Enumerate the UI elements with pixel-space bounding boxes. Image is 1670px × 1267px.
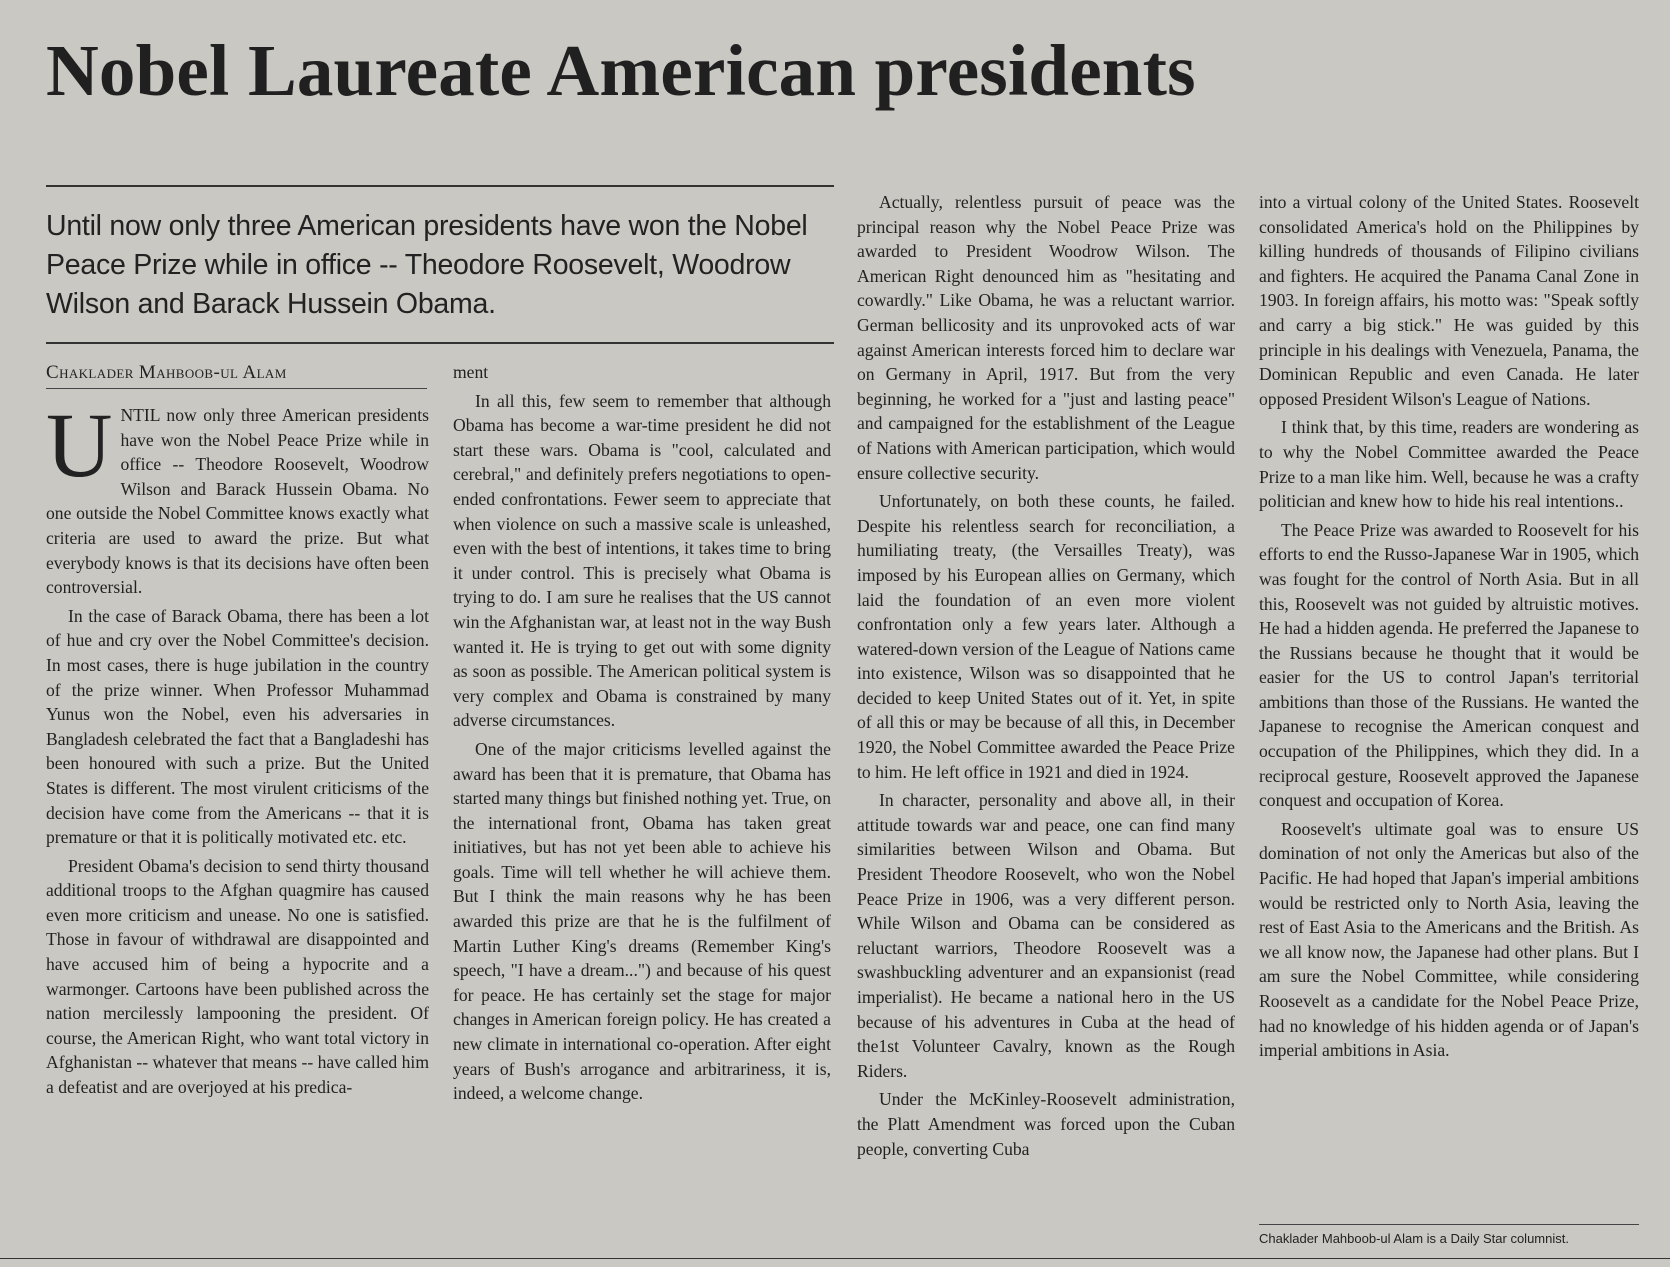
byline: Chaklader Mahboob-ul Alam xyxy=(46,362,427,389)
bottom-rule xyxy=(0,1258,1670,1259)
column-3 xyxy=(857,190,1235,1161)
column-1 xyxy=(46,394,429,1100)
headline: Nobel Laureate American presidents xyxy=(46,30,1196,111)
paragraph: In the case of Barack Obama, there has been a lot of hue and cry over the Nobel Committee's decision. In most cases, there is huge jubilation in the country of the prize winner. When Professor Muhammad Yunus won the Nobel, even his adversaries in Bangladesh celebrated the fact that a Bangladeshi has been honoured with such a prize. But the United States is different. The most virulent criticisms of the decision have come from the Americans -- that it is premature or that it is politically motivated etc. etc. xyxy=(46,605,429,848)
paragraph: Under the McKinley-Roosevelt administration, the Platt Amendment was forced upon the Cuban people, converting Cuba xyxy=(857,1089,1235,1159)
column-4 xyxy=(1259,190,1639,1063)
paragraph: UNTIL now only three American presidents have won the Nobel Peace Prize while in office -- Theodore Roosevelt, Woodrow Wilson and Barack Hussein Obama. No one outside the Nobel Committee knows exactly what criteria are used to award the prize. But what everybody knows is that its decisions have often been controversial. xyxy=(46,394,429,598)
deck: Until now only three American presidents have won the Nobel Peace Prize while in office -- Theodore Roosevelt, Woodrow Wilson and Barack Hussein Obama. xyxy=(46,210,808,320)
paragraph: President Obama's decision to send thirty thousand additional troops to the Afghan quagmire has caused even more criticism and unease. No one is satisfied. Those in favour of withdrawal are disappointed and have accused him of being a hypocrite and a warmonger. Cartoons have been published across the nation mercilessly lampooning the president. Of course, the American Right, who want total victory in Afghanistan -- whatever that means -- have called him a defeatist and are overjoyed at his predica- xyxy=(46,855,429,1098)
paragraph: Roosevelt's ultimate goal was to ensure US domination of not only the Americas but also of the Pacific. He had hoped that Japan's imperial ambitions would be restricted only to North Asia, leaving the rest of East Asia to the Americans and the British. As we all know now, the Japanese had other plans. But I am sure the Nobel Committee, while considering Roosevelt as a candidate for the Nobel Peace Prize, had no knowledge of his hidden agenda or of Japan's imperial ambitions in Asia. xyxy=(1259,818,1639,1061)
paragraph: One of the major criticisms levelled against the award has been that it is premature, that Obama has started many things but finished nothing yet. True, on the international front, Obama has taken great initiatives, but has not yet been able to achieve his goals. Time will tell whether he will achieve them. But I think the main reasons why he has been awarded this prize are that he is the fulfilment of Martin Luther King's dreams (Remember King's speech, "I have a dream...") and because of his quest for peace. He has certainly set the stage for major changes in American foreign policy. He has created a new climate in international co-operation. After eight years of Bush's arrogance and arbitrariness, it is, indeed, a welcome change. xyxy=(453,738,831,1104)
paragraph: In character, personality and above all, in their attitude towards war and peace, one can find many similarities between Wilson and Obama. But President Theodore Roosevelt, who won the Nobel Peace Prize in 1906, was a very different person. While Wilson and Obama can be considered as reluctant warriors, Theodore Roosevelt was a swashbuckling adventurer and an expansionist (read imperialist). He became a national hero in the US because of his adventures in Cuba at the head of the1st Volunteer Cavalry, known as the Rough Riders. xyxy=(857,790,1235,1081)
column-2 xyxy=(453,360,831,1106)
paragraph: into a virtual colony of the United States. Roosevelt consolidated America's hold on the Philippines by killing hundreds of thousands of Filipino civilians and fighters. He acquired the Panama Canal Zone in 1903. In foreign affairs, his motto was: "Speak softly and carry a big stick." He was guided by this principle in his dealings with Venezuela, Panama, the Dominican Republic and even Canada. He later opposed President Wilson's League of Nations. xyxy=(1259,192,1639,409)
paragraph: I think that, by this time, readers are wondering as to why the Nobel Committee awarded the Peace Prize to a man like him. Well, because he was a crafty politician and knew how to hide his real intentions.. xyxy=(1259,417,1639,512)
paragraph: ment xyxy=(453,362,489,382)
paragraph: Unfortunately, on both these counts, he failed. Despite his relentless search for reconciliation, a humiliating treaty, (the Versailles Treaty), was imposed by his European allies on Germany, which laid the foundation of an even more violent confrontation only a few years later. Although a watered-down version of the League of Nations came into existence, Wilson was so disappointed that he decided to keep United States out of it. Yet, in spite of all this or may be because of all this, in December 1920, the Nobel Committee awarded the Peace Prize to him. He left office in 1921 and died in 1924. xyxy=(857,491,1235,782)
author-footnote: Chaklader Mahboob-ul Alam is a Daily Star columnist. xyxy=(1259,1224,1639,1246)
deck-top-rule xyxy=(46,185,834,187)
paragraph: In all this, few seem to remember that although Obama has become a war-time president he did not start these wars. Obama is "cool, calculated and cerebral," and definitely prefers negotiations to open-ended confrontations. Fewer seem to appreciate that when violence on such a massive scale is unleashed, even with the best of intentions, it takes time to bring it under control. This is precisely what Obama is trying to do. I am sure he realises that the US cannot win the Afghanistan war, at least not in the way Bush wanted it. He is trying to get out with some dignity as soon as possible. The American political system is very complex and Obama is constrained by many adverse circumstances. xyxy=(453,390,831,731)
deck-bottom-rule xyxy=(46,342,834,344)
dropcap: U xyxy=(46,394,113,496)
paragraph: The Peace Prize was awarded to Roosevelt for his efforts to end the Russo-Japanese War in 1905, which was fought for the control of North Asia. But in all this, Roosevelt was not guided by altruistic motives. He had a hidden agenda. He preferred the Japanese to the Russians because he thought that it would be easier for the US to control Japan's territorial ambitions than those of the Russians. He wanted the Japanese to recognise the American conquest and occupation of the Philippines, which they did. In a reciprocal gesture, Roosevelt approved the Japanese conquest and occupation of Korea. xyxy=(1259,519,1639,811)
paragraph: Actually, relentless pursuit of peace was the principal reason why the Nobel Peace Prize was awarded to President Woodrow Wilson. The American Right denounced him as "hesitating and cowardly." Like Obama, he was a reluctant warrior. German bellicosity and its unprovoked acts of war against American interests forced him to declare war on Germany in April, 1917. But from the very beginning, he worked for a "just and lasting peace" and campaigned for the establishment of the League of Nations with American participation, which would ensure collective security. xyxy=(857,192,1235,483)
